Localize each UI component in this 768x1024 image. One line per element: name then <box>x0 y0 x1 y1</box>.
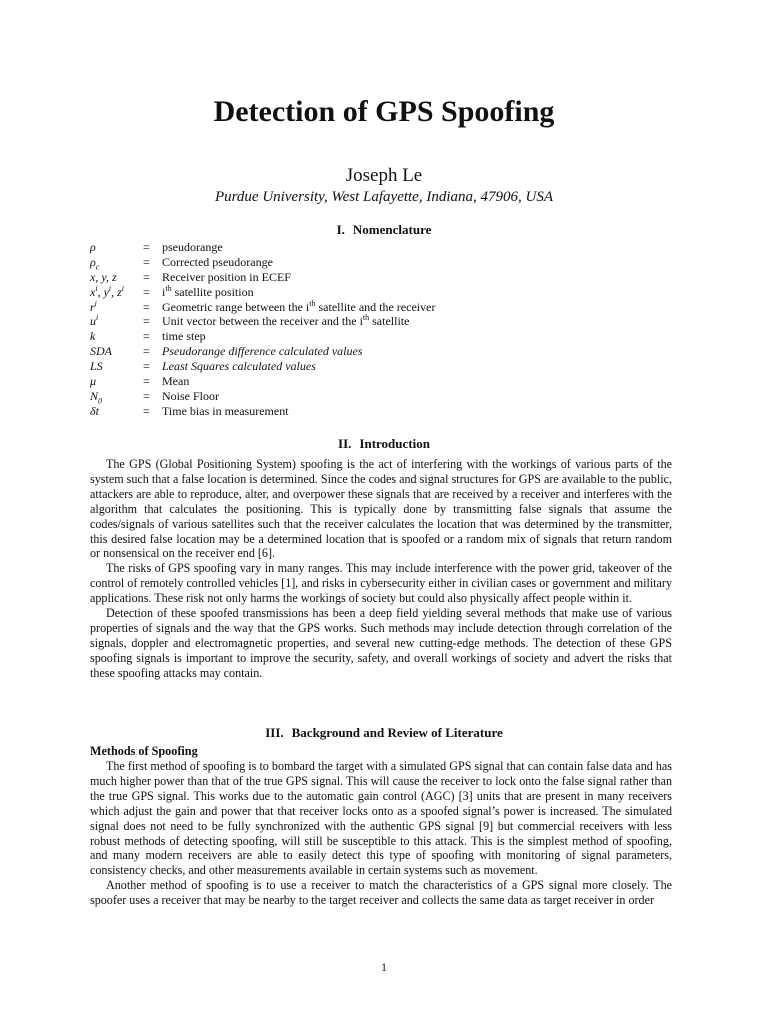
section-title: Introduction <box>359 436 430 451</box>
equals-sign: = <box>143 299 150 314</box>
nomenclature-symbol: $\rho_c$ <box>90 254 100 272</box>
section-heading-nomenclature <box>0 221 768 239</box>
nomenclature-definition: Noise Floor <box>162 388 219 403</box>
equals-sign: = <box>143 314 150 329</box>
nomenclature-definition: Geometric range between the $i^{th}$ satellite and the receiver <box>162 298 436 314</box>
nomenclature-item <box>90 300 690 315</box>
nomenclature-symbol: μ <box>90 374 97 389</box>
equals-sign: = <box>143 344 150 359</box>
paragraph: Detection of these spoofed transmissions has been a deep field yielding several methods that make use of various properties of signals and the way that the GPS works. Such methods may include detection through correlation of the signals, doppler and electromagnetic properties, and several new cutting-edge methods. The detection of these GPS spoofing signals is important to improve the security, safety, and overall workings of society and advert the risks that these spoofing attacks may contain. <box>90 606 672 680</box>
nomenclature-definition: time step <box>162 329 206 344</box>
equals-sign: = <box>143 269 150 284</box>
nomenclature-symbol: k <box>90 329 96 344</box>
nomenclature-definition: $i^{th}$ satellite position <box>162 283 254 299</box>
paragraph: The first method of spoofing is to bombard the target with a simulated GPS signal that can contain false data and has much higher power than that of the true GPS signal. This will cause the receiver to lock onto the false signal rather than the true GPS signal. This works due to the automatic gain control (AGC) [3] units that are present in many receivers which adjust the gain and power that that receiver locks onto as a spoofed signal’s power is increased. The simulated signal does not need to be fully synchronized with the authentic GPS signal [9] but commercial receivers with less robust methods of detecting spoofing, will still be susceptible to this attack. This is the simplest method of spoofing, and many modern receivers are able to easily detect this type of spoofing with monitoring of signal parameters, consistency checks, and other measurements available in certain systems such as movement. <box>90 759 672 878</box>
nomenclature-symbol: $r^i$ <box>90 298 97 314</box>
nomenclature-definition: Pseudorange difference calculated values <box>162 344 363 359</box>
nomenclature-symbol: ρ <box>90 240 96 254</box>
section-number: II. <box>338 436 352 451</box>
nomenclature-item <box>90 329 690 344</box>
nomenclature-symbol: $u^i$ <box>90 313 99 329</box>
equals-sign: = <box>143 240 150 254</box>
nomenclature-definition: pseudorange <box>162 240 223 254</box>
equals-sign: = <box>143 388 150 403</box>
paragraph: The GPS (Global Positioning System) spoofing is the act of interfering with the workings of various parts of the system such that a false location is determined. Since the codes and signal structures for GPS are available to the public, attackers are able to reproduce, alter, and overpower these signals that are received by a receiver and interferes with the algorithm that calculates the positioning. This is typically done by transmitting false signals that assume the codes/signals of various satellites such that the receiver calculates the location that was determined by the transmitter, this desired false location may be a determined location that is spoofed or a random mix of signals that return random or nonsensical on the receiver end [6]. <box>90 457 672 561</box>
nomenclature-item <box>90 270 690 285</box>
nomenclature-definition: Corrected pseudorange <box>162 254 273 269</box>
nomenclature-item <box>90 344 690 359</box>
paper-title: Detection of GPS Spoofing <box>213 95 555 128</box>
author-name: Joseph Le <box>345 165 423 186</box>
section-heading-background <box>0 724 768 742</box>
equals-sign: = <box>143 254 150 269</box>
nomenclature-definition: Least Squares calculated values <box>162 359 316 374</box>
nomenclature-symbol: SDA <box>90 344 112 359</box>
background-body <box>90 759 672 908</box>
nomenclature-item <box>90 285 690 300</box>
nomenclature-item <box>90 374 690 389</box>
section-title: Nomenclature <box>352 222 432 237</box>
section-heading-introduction <box>0 435 768 453</box>
nomenclature-item <box>90 389 690 404</box>
nomenclature-item <box>90 359 690 374</box>
nomenclature-item <box>90 240 690 255</box>
nomenclature-symbol: $x^i$, $y^i$, $z^i$ <box>90 283 125 299</box>
nomenclature-definition: Receiver position in ECEF <box>162 269 291 284</box>
nomenclature-symbol: LS <box>90 359 103 374</box>
introduction-body <box>90 457 672 681</box>
equals-sign: = <box>143 329 150 344</box>
nomenclature-list <box>90 240 690 419</box>
section-number: III. <box>265 725 284 740</box>
nomenclature-item <box>90 255 690 270</box>
page-number: 1 <box>381 960 387 974</box>
paragraph: The risks of GPS spoofing vary in many ranges. This may include interference with the power grid, takeover of the control of remotely controlled vehicles [1], and risks in cybersecurity either in civilian cases or government and military applications. These risk not only harms the workings of society but could also physically affect people within it. <box>90 561 672 606</box>
subsection-heading: Methods of Spoofing <box>90 744 198 758</box>
equals-sign: = <box>143 374 150 389</box>
nomenclature-definition: Unit vector between the receiver and the $i^{th}$ satellite <box>162 313 410 329</box>
nomenclature-symbol: x, y, z <box>90 269 117 284</box>
nomenclature-symbol: δt <box>90 403 99 418</box>
nomenclature-item <box>90 404 690 419</box>
equals-sign: = <box>143 403 150 418</box>
author-affiliation: Purdue University, West Lafayette, Indiana, 47906, USA <box>214 189 553 205</box>
section-title: Background and Review of Literature <box>291 725 503 740</box>
paragraph: Another method of spoofing is to use a receiver to match the characteristics of a GPS signal more closely. The spoofer uses a receiver that may be nearby to the target receiver and collects the same data as target receiver in order <box>90 878 672 908</box>
nomenclature-item <box>90 314 690 329</box>
nomenclature-symbol: $N_0$ <box>90 388 103 406</box>
nomenclature-definition: Mean <box>162 374 190 389</box>
equals-sign: = <box>143 284 150 299</box>
section-number: I. <box>336 222 345 237</box>
nomenclature-definition: Time bias in measurement <box>162 403 289 418</box>
equals-sign: = <box>143 359 150 374</box>
